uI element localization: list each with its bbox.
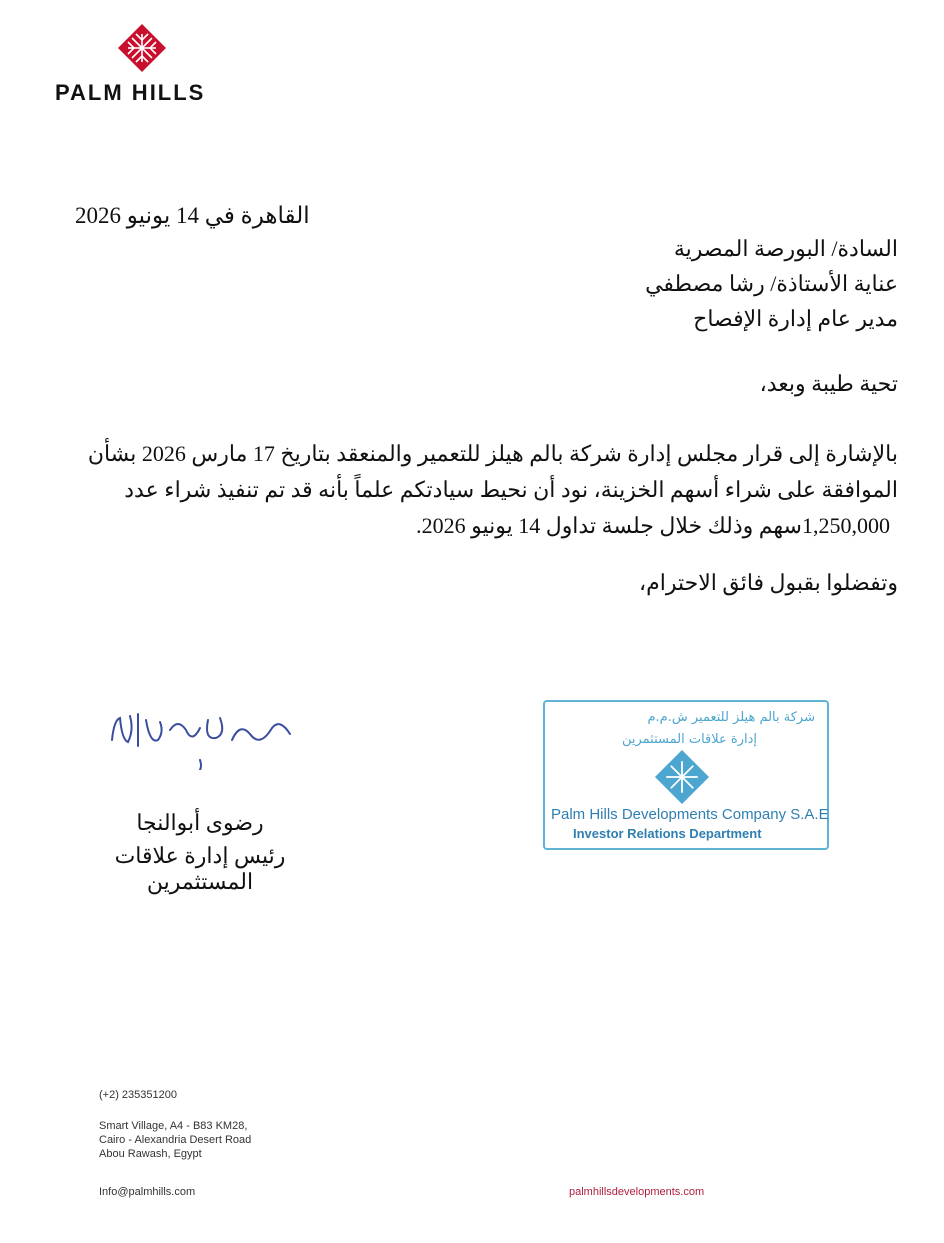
- stamp-arabic-line-1: شركة بالم هيلز للتعمير ش.م.م: [647, 710, 815, 725]
- letter-body: [75, 436, 898, 544]
- footer-address-line-1: Smart Village, A4 - B83 KM28,: [99, 1120, 248, 1132]
- stamp-english-line-2: Investor Relations Department: [573, 826, 762, 841]
- footer-address-line-3: Abou Rawash, Egypt: [99, 1148, 202, 1160]
- company-stamp: [543, 700, 829, 850]
- stamp-english-line-1: Palm Hills Developments Company S.A.E: [551, 806, 829, 823]
- palm-hills-logo-icon: [118, 24, 166, 72]
- greeting: تحية طيبة وبعد،: [759, 371, 898, 396]
- stamp-logo-icon: [655, 750, 709, 804]
- recipient-line-1: السادة/ البورصة المصرية: [673, 236, 898, 261]
- closing: وتفضلوا بقبول فائق الاحترام،: [638, 570, 898, 595]
- body-line-1: بالإشارة إلى قرار مجلس إدارة شركة بالم هيلز للتعمير والمنعقد بتاريخ 17 مارس 2026 بشأن: [87, 441, 898, 466]
- signatory-name: رضوى أبوالنجا: [136, 810, 264, 835]
- letter-date: القاهرة في 14 يونيو 2026: [75, 203, 310, 228]
- signatory-title: رئيس إدارة علاقات المستثمرين: [114, 843, 286, 894]
- stamp-arabic-line-2: إدارة علاقات المستثمرين: [621, 732, 757, 747]
- footer-address: [99, 1119, 251, 1161]
- body-line-3: 1,250,000سهم وذلك خلال جلسة تداول 14 يونيو 2026.: [416, 513, 890, 538]
- footer-website[interactable]: palmhillsdevelopments.com: [569, 1186, 705, 1198]
- recipient-line-2: عناية الأستاذة/ رشا مصطفي: [645, 271, 898, 296]
- footer-address-line-2: Cairo - Alexandria Desert Road: [99, 1134, 252, 1146]
- company-name: PALM HILLS: [55, 80, 206, 105]
- handwritten-signature-icon: [100, 700, 305, 770]
- footer-email[interactable]: Info@palmhills.com: [99, 1186, 196, 1198]
- footer-phone: (+2) 235351200: [99, 1089, 177, 1101]
- recipient-line-3: مدير عام إدارة الإفصاح: [693, 306, 898, 331]
- body-line-2: الموافقة على شراء أسهم الخزينة، نود أن نحيط سيادتكم علماً بأنه قد تم تنفيذ شراء عدد: [124, 477, 898, 502]
